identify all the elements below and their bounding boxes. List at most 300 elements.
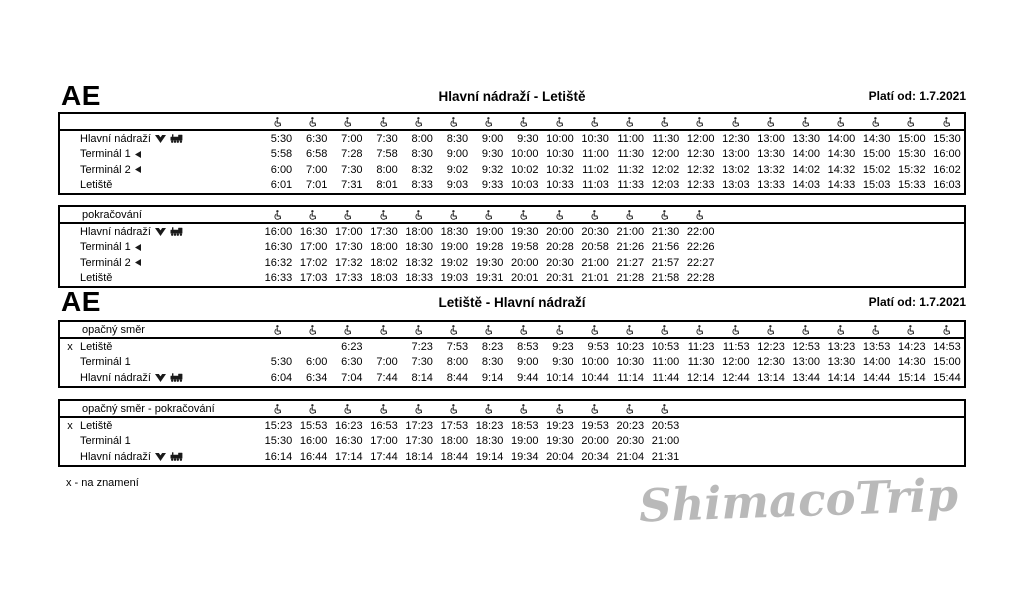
column-icon-cell <box>612 325 647 335</box>
accessible-icon <box>696 325 703 335</box>
column-icon-cell <box>471 210 506 220</box>
accessible-icon <box>591 325 598 335</box>
stop-name-cell <box>80 226 260 238</box>
departure-time-cell: 7:30 <box>341 163 363 176</box>
accessible-icon <box>837 325 844 335</box>
timetable-row <box>60 240 964 256</box>
arrow-left-icon <box>135 166 141 173</box>
accessible-icon <box>802 325 809 335</box>
column-icon-cell <box>577 210 612 220</box>
departure-time-cell: 20:31 <box>546 272 574 285</box>
departure-time-cell: 15:30 <box>933 132 961 145</box>
stop-name: Terminál 1 <box>80 241 131 254</box>
departure-time-cell: 19:30 <box>475 256 504 269</box>
accessible-icon <box>344 210 351 220</box>
departure-time-cell: 15:23 <box>264 419 293 432</box>
departure-time-cell: 18:00 <box>405 225 433 238</box>
accessible-icon <box>344 404 351 414</box>
departure-time-cell: 11:30 <box>687 356 715 369</box>
column-icon-cell <box>753 117 788 127</box>
departure-time-cell: 21:04 <box>616 450 645 463</box>
departure-time-cell: 21:58 <box>651 272 680 285</box>
departure-time-cell: 17:00 <box>370 435 398 448</box>
departure-time-cell: 12:00 <box>686 132 715 145</box>
departure-time-cell: 18:02 <box>370 256 398 269</box>
column-icon-cell <box>506 325 541 335</box>
train-icon <box>170 227 183 236</box>
departure-time-cell: 10:30 <box>546 148 574 161</box>
departure-time-cell: 9:03 <box>446 179 469 192</box>
departure-time-cell: 11:14 <box>617 371 645 384</box>
stop-name: Terminál 1 <box>80 356 131 369</box>
departure-time-cell: 11:30 <box>652 132 680 145</box>
column-icon-cell <box>366 210 401 220</box>
departure-time-cell: 19:00 <box>440 241 469 254</box>
departure-time-cell: 8:23 <box>481 340 504 353</box>
departure-time-cell: 21:01 <box>581 272 609 285</box>
column-icon-cell <box>436 325 471 335</box>
column-icon-cell <box>788 325 823 335</box>
departure-time-cell: 18:30 <box>405 241 433 254</box>
departure-time-cell: 17:33 <box>335 272 363 285</box>
departure-time-cell: 13:00 <box>757 132 785 145</box>
column-icon-cell <box>260 404 295 414</box>
column-icon-cell <box>823 117 858 127</box>
timetable-header-label: pokračování <box>82 208 142 221</box>
accessible-icon <box>802 117 809 127</box>
accessible-icon <box>274 404 281 414</box>
column-icon-cell <box>401 325 436 335</box>
departure-time-cell: 21:28 <box>616 272 645 285</box>
departure-time-cell: 10:14 <box>546 371 574 384</box>
departure-time-cell: 12:30 <box>757 356 785 369</box>
stop-name-cell <box>80 241 260 253</box>
departure-time-cell: 13:00 <box>792 356 820 369</box>
departure-time-cell: 15:00 <box>933 356 961 369</box>
departure-time-cell: 15:32 <box>898 163 926 176</box>
departure-time-cell: 6:23 <box>341 340 363 353</box>
accessible-icon <box>661 404 668 414</box>
departure-time-cell: 21:31 <box>651 450 680 463</box>
column-icon-cell <box>577 325 612 335</box>
departure-time-cell: 7:30 <box>376 132 398 145</box>
departure-time-cell: 20:30 <box>616 435 645 448</box>
timetable-row <box>60 147 964 163</box>
column-icon-cell <box>295 117 330 127</box>
accessible-icon <box>309 325 316 335</box>
column-icon-cell <box>682 325 717 335</box>
column-icon-cell <box>436 117 471 127</box>
column-icon-cell <box>471 117 506 127</box>
accessible-icon <box>943 117 950 127</box>
column-icon-cell <box>682 117 717 127</box>
departure-time-cell: 12:00 <box>722 356 750 369</box>
column-icon-cell <box>788 117 823 127</box>
timetable-return-morning <box>58 320 966 388</box>
departure-time-cell: 13:30 <box>757 148 785 161</box>
departure-time-cell: 17:00 <box>335 225 363 238</box>
accessible-icon <box>520 325 527 335</box>
departure-time-cell: 11:00 <box>617 132 645 145</box>
departure-time-cell: 6:00 <box>305 356 328 369</box>
departure-time-cell: 20:30 <box>546 256 574 269</box>
departure-time-cell: 21:57 <box>651 256 680 269</box>
timetable-row <box>60 178 964 194</box>
departure-time-cell: 21:00 <box>581 256 609 269</box>
departure-time-cell: 16:00 <box>299 435 328 448</box>
column-icon-cell <box>542 117 577 127</box>
departure-time-cell: 7:00 <box>376 356 398 369</box>
departure-time-cell: 16:44 <box>299 450 328 463</box>
departure-time-cell: 21:27 <box>616 256 645 269</box>
departure-time-cell: 11:33 <box>617 179 645 192</box>
column-icon-cell <box>330 117 365 127</box>
timetable-row <box>60 355 964 371</box>
train-icon <box>170 373 183 382</box>
column-icon-cell <box>893 117 928 127</box>
departure-time-cell: 13:32 <box>757 163 785 176</box>
stop-name-cell <box>80 356 260 368</box>
accessible-icon <box>837 117 844 127</box>
timetable-row <box>60 255 964 271</box>
accessible-icon <box>274 325 281 335</box>
departure-time-cell: 10:32 <box>546 163 574 176</box>
metro-icon <box>155 374 166 382</box>
departure-time-cell: 6:30 <box>305 132 328 145</box>
column-icon-cell <box>330 325 365 335</box>
departure-time-cell: 21:26 <box>616 241 645 254</box>
departure-time-cell: 18:30 <box>475 435 504 448</box>
departure-time-cell: 19:34 <box>510 450 539 463</box>
departure-time-cell: 17:03 <box>299 272 328 285</box>
departure-time-cell: 7:53 <box>446 340 469 353</box>
column-icon-cell <box>295 404 330 414</box>
departure-time-cell: 12:44 <box>722 371 750 384</box>
departure-time-cell: 8:14 <box>411 371 433 384</box>
departure-time-cell: 8:30 <box>411 148 433 161</box>
stop-name-cell <box>80 451 260 463</box>
valid-from-date: Platí od: 1.7.2021 <box>868 295 966 309</box>
column-icon-cell <box>401 404 436 414</box>
accessible-icon <box>626 210 633 220</box>
column-icon-cell <box>929 325 964 335</box>
accessible-icon <box>696 117 703 127</box>
accessible-icon <box>380 325 387 335</box>
accessible-icon <box>344 325 351 335</box>
departure-time-cell: 7:30 <box>411 356 433 369</box>
departure-time-cell: 14:23 <box>898 340 926 353</box>
stop-name: Terminál 1 <box>80 435 131 448</box>
accessible-icon <box>907 325 914 335</box>
accessible-icon <box>380 404 387 414</box>
accessible-icon <box>872 325 879 335</box>
timetable-outbound-evening <box>58 205 966 288</box>
column-icon-cell <box>260 210 295 220</box>
departure-time-cell: 19:31 <box>475 272 504 285</box>
departure-time-cell: 12:30 <box>686 148 715 161</box>
departure-time-cell: 6:01 <box>270 179 293 192</box>
departure-time-cell: 22:28 <box>686 272 715 285</box>
departure-time-cell: 16:00 <box>264 225 293 238</box>
departure-time-cell: 15:44 <box>933 371 961 384</box>
departure-time-cell: 11:03 <box>582 179 609 192</box>
departure-time-cell: 9:53 <box>587 340 609 353</box>
timetable-row <box>60 434 964 450</box>
stop-name: Hlavní nádraží <box>80 225 151 238</box>
timetable-header-label: opačný směr <box>82 323 145 336</box>
stop-name-cell <box>80 435 260 447</box>
stop-name-cell <box>80 272 260 284</box>
departure-time-cell: 20:28 <box>546 241 574 254</box>
departure-time-cell: 10:30 <box>616 356 645 369</box>
departure-time-cell: 14:30 <box>862 132 891 145</box>
column-icon-cell <box>542 404 577 414</box>
departure-time-cell: 10:03 <box>510 179 539 192</box>
departure-time-cell: 9:23 <box>552 340 574 353</box>
accessible-icon <box>872 117 879 127</box>
departure-time-cell: 16:23 <box>335 419 363 432</box>
departure-time-cell: 15:14 <box>898 371 926 384</box>
departure-time-cell: 14:00 <box>792 148 820 161</box>
accessible-icon <box>556 325 563 335</box>
departure-time-cell: 11:32 <box>617 163 645 176</box>
timetable-header-row <box>60 114 964 131</box>
accessible-icon <box>485 404 492 414</box>
accessible-icon <box>274 117 281 127</box>
departure-time-cell: 8:01 <box>376 179 398 192</box>
departure-time-cell: 17:14 <box>335 450 363 463</box>
departure-time-cell: 10:30 <box>581 132 609 145</box>
column-icon-cell <box>823 325 858 335</box>
column-icon-cell <box>506 210 541 220</box>
accessible-icon <box>485 117 492 127</box>
column-icon-cell <box>506 404 541 414</box>
departure-time-cell: 14:44 <box>862 371 891 384</box>
arrow-left-icon <box>135 244 141 251</box>
departure-time-cell: 19:58 <box>510 241 539 254</box>
accessible-icon <box>767 325 774 335</box>
departure-time-cell: 13:30 <box>792 132 820 145</box>
stop-name-cell <box>80 133 260 145</box>
timetable-row <box>60 271 964 287</box>
departure-time-cell: 16:03 <box>933 179 961 192</box>
accessible-icon <box>661 210 668 220</box>
departure-time-cell: 20:23 <box>616 419 645 432</box>
accessible-icon <box>380 117 387 127</box>
departure-time-cell: 17:53 <box>440 419 469 432</box>
stop-name: Hlavní nádraží <box>80 132 151 145</box>
departure-time-cell: 20:01 <box>510 272 539 285</box>
column-icon-cell <box>647 404 682 414</box>
column-icon-cell <box>929 117 964 127</box>
accessible-icon <box>415 117 422 127</box>
departure-time-cell: 22:00 <box>686 225 715 238</box>
departure-time-cell: 13:00 <box>722 148 750 161</box>
accessible-icon <box>520 404 527 414</box>
accessible-icon <box>626 404 633 414</box>
departure-time-cell: 15:30 <box>898 148 926 161</box>
stop-name: Letiště <box>80 340 113 353</box>
departure-time-cell: 16:00 <box>933 148 961 161</box>
departure-time-cell: 18:33 <box>405 272 433 285</box>
departure-time-cell: 6:58 <box>305 148 328 161</box>
accessible-icon <box>520 210 527 220</box>
column-icon-cell <box>577 404 612 414</box>
departure-time-cell: 6:00 <box>270 163 293 176</box>
departure-time-cell: 8:44 <box>446 371 469 384</box>
departure-time-cell: 18:14 <box>405 450 433 463</box>
departure-time-cell: 8:00 <box>446 356 469 369</box>
departure-time-cell: 10:00 <box>510 148 539 161</box>
departure-time-cell: 12:33 <box>686 179 715 192</box>
accessible-icon <box>556 117 563 127</box>
stop-name-cell <box>80 179 260 191</box>
valid-from-date: Platí od: 1.7.2021 <box>868 89 966 103</box>
accessible-icon <box>732 325 739 335</box>
departure-time-cell: 14:03 <box>792 179 820 192</box>
column-icon-cell <box>401 210 436 220</box>
route-code: AE <box>61 80 101 111</box>
departure-time-cell: 13:14 <box>757 371 785 384</box>
column-icon-cell <box>471 325 506 335</box>
column-icon-cell <box>753 325 788 335</box>
accessible-icon <box>696 210 703 220</box>
departure-time-cell: 8:32 <box>411 163 433 176</box>
metro-icon <box>155 453 166 461</box>
departure-time-cell: 12:00 <box>651 148 680 161</box>
direction-title: Hlavní nádraží - Letiště <box>438 89 586 104</box>
departure-time-cell: 18:44 <box>440 450 469 463</box>
departure-time-cell: 10:44 <box>581 371 609 384</box>
accessible-icon <box>943 325 950 335</box>
timetable-header-row <box>60 322 964 339</box>
departure-time-cell: 16:53 <box>370 419 398 432</box>
stop-name: Terminál 2 <box>80 163 131 176</box>
accessible-icon <box>415 404 422 414</box>
departure-time-cell: 15:30 <box>264 435 293 448</box>
accessible-icon <box>344 117 351 127</box>
departure-time-cell: 7:44 <box>376 371 398 384</box>
departure-time-cell: 7:28 <box>341 148 363 161</box>
accessible-icon <box>415 325 422 335</box>
departure-time-cell: 7:23 <box>411 340 433 353</box>
departure-time-cell: 20:00 <box>546 225 574 238</box>
accessible-icon <box>274 210 281 220</box>
departure-time-cell: 9:14 <box>481 371 504 384</box>
column-icon-cell <box>612 210 647 220</box>
departure-time-cell: 16:30 <box>335 435 363 448</box>
departure-time-cell: 18:00 <box>370 241 398 254</box>
direction-title: Letiště - Hlavní nádraží <box>438 295 586 310</box>
departure-time-cell: 16:14 <box>264 450 293 463</box>
departure-time-cell: 20:30 <box>581 225 609 238</box>
request-stop-flag: x <box>67 340 73 353</box>
departure-time-cell: 12:14 <box>686 371 715 384</box>
stop-name: Letiště <box>80 419 113 432</box>
departure-time-cell: 9:32 <box>481 163 504 176</box>
timetable-row <box>60 339 964 355</box>
column-icon-cell <box>612 404 647 414</box>
departure-time-cell: 10:00 <box>546 132 574 145</box>
stop-name-cell <box>80 372 260 384</box>
departure-time-cell: 14:33 <box>827 179 856 192</box>
stop-name: Terminál 1 <box>80 148 131 161</box>
departure-time-cell: 6:30 <box>341 356 363 369</box>
departure-time-cell: 18:23 <box>475 419 504 432</box>
column-icon-cell <box>893 325 928 335</box>
departure-time-cell: 19:28 <box>475 241 504 254</box>
departure-time-cell: 7:00 <box>341 132 363 145</box>
column-icon-cell <box>647 210 682 220</box>
departure-time-cell: 14:00 <box>827 132 856 145</box>
watermark: ShimacoTrip <box>638 468 959 533</box>
accessible-icon <box>450 210 457 220</box>
accessible-icon <box>309 117 316 127</box>
column-icon-cell <box>717 117 752 127</box>
accessible-icon <box>520 117 527 127</box>
stop-name: Letiště <box>80 179 113 192</box>
arrow-left-icon <box>135 259 141 266</box>
departure-time-cell: 21:00 <box>651 435 680 448</box>
stop-name-cell <box>80 341 260 353</box>
accessible-icon <box>661 117 668 127</box>
departure-time-cell: 8:00 <box>376 163 398 176</box>
column-icon-cell <box>436 404 471 414</box>
column-icon-cell <box>858 117 893 127</box>
stop-name-cell <box>80 148 260 160</box>
departure-time-cell: 6:34 <box>305 371 328 384</box>
departure-time-cell: 13:44 <box>792 371 820 384</box>
departure-time-cell: 14:00 <box>862 356 891 369</box>
section-header-return <box>58 286 966 322</box>
accessible-icon <box>767 117 774 127</box>
departure-time-cell: 11:44 <box>652 371 680 384</box>
accessible-icon <box>591 210 598 220</box>
column-icon-cell <box>682 210 717 220</box>
departure-time-cell: 5:58 <box>270 148 293 161</box>
departure-time-cell: 13:30 <box>827 356 856 369</box>
departure-time-cell: 19:53 <box>581 419 609 432</box>
accessible-icon <box>591 404 598 414</box>
departure-time-cell: 8:33 <box>411 179 433 192</box>
departure-time-cell: 7:58 <box>376 148 398 161</box>
column-icon-cell <box>612 117 647 127</box>
departure-time-cell: 12:02 <box>651 163 680 176</box>
stop-name-cell <box>80 164 260 176</box>
departure-time-cell: 5:30 <box>270 132 293 145</box>
departure-time-cell: 10:23 <box>616 340 645 353</box>
timetable-header-row <box>60 401 964 418</box>
departure-time-cell: 13:03 <box>722 179 750 192</box>
departure-time-cell: 19:00 <box>510 435 539 448</box>
departure-time-cell: 18:00 <box>440 435 469 448</box>
departure-time-cell: 15:03 <box>862 179 891 192</box>
departure-time-cell: 12:30 <box>722 132 750 145</box>
departure-time-cell: 9:00 <box>481 132 504 145</box>
departure-time-cell: 14:14 <box>827 371 856 384</box>
timetable-header-label: opačný směr - pokračování <box>82 402 215 415</box>
departure-time-cell: 11:53 <box>722 340 750 353</box>
departure-time-cell: 20:53 <box>651 419 680 432</box>
departure-time-cell: 9:00 <box>517 356 539 369</box>
departure-time-cell: 14:32 <box>827 163 856 176</box>
departure-time-cell: 9:30 <box>517 132 539 145</box>
departure-time-cell: 16:02 <box>933 163 961 176</box>
column-icon-cell <box>647 325 682 335</box>
departure-time-cell: 17:02 <box>299 256 328 269</box>
departure-time-cell: 19:00 <box>475 225 504 238</box>
stop-name: Hlavní nádraží <box>80 450 151 463</box>
